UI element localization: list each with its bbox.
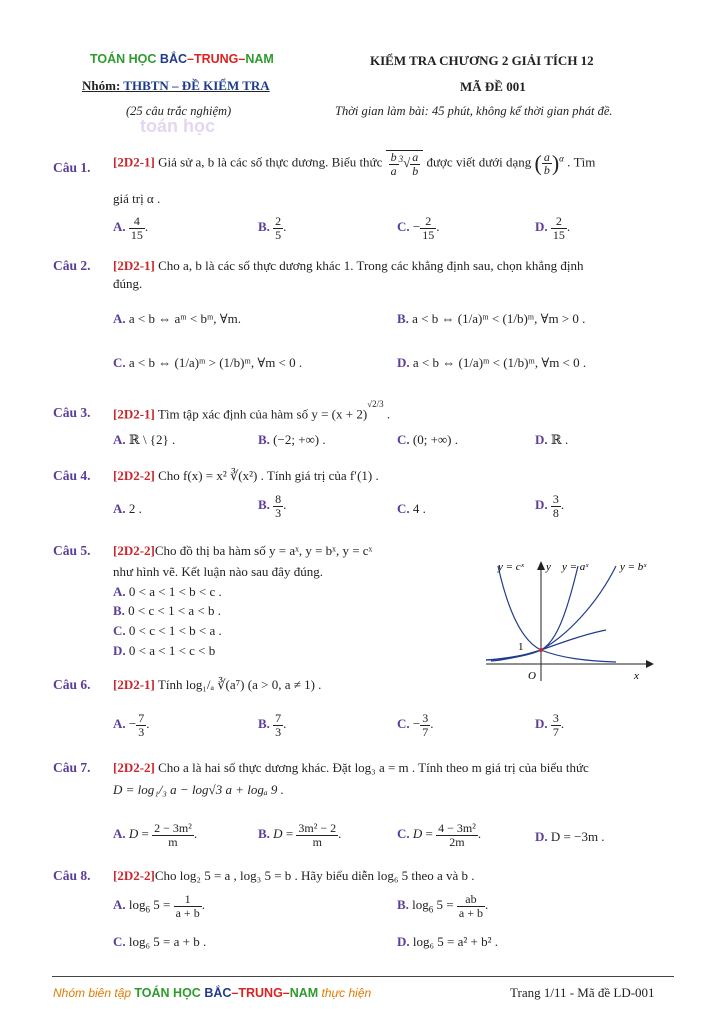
exam-time: Thời gian làm bài: 45 phút, không kể thời gian phát đề.	[335, 104, 613, 118]
q2-text-2: đúng.	[113, 276, 143, 291]
q6-option-d[interactable]: D. $\frac{3}{7}$ .	[535, 711, 565, 739]
q4-text: [2D2-2] Cho f(x) = x² ∛(x²) . Tính giá trị của f′(1) .	[113, 468, 379, 483]
q1-label: Câu 1.	[53, 160, 91, 175]
q5-text: [2D2-2]Cho đồ thị ba hàm số y = aˣ, y = bˣ, y = cˣ	[113, 543, 373, 558]
q6-option-a[interactable]: A. − $\frac{7}{3}$ .	[113, 711, 150, 739]
q8-label: Câu 8.	[53, 868, 91, 883]
curve-c-up	[498, 566, 616, 662]
q4-option-c[interactable]: C. 4 .	[397, 501, 426, 516]
q1-text-2: giá trị α .	[113, 191, 161, 206]
x-axis-arrow	[646, 660, 654, 668]
y-axis-arrow	[537, 561, 545, 570]
point-one	[539, 648, 543, 652]
q3-option-b[interactable]: B. (−2; +∞) .	[258, 432, 326, 447]
label-origin: O	[528, 670, 536, 682]
q6-text: [2D2-1] Tính log₁/ₐ ∛(a⁷) (a > 0, a ≠ 1) .	[113, 677, 322, 692]
q5-option-b[interactable]: B. 0 < c < 1 < a < b .	[113, 603, 222, 618]
q7-option-c[interactable]: C. D = $\frac{\text{4 − 3m²}}{2m}$ .	[397, 821, 482, 849]
q1-option-a[interactable]: A. $\frac{4}{15}$ .	[113, 214, 149, 242]
exam-code: MÃ ĐỀ 001	[460, 79, 526, 94]
question-count: (25 câu trắc nghiệm)	[126, 104, 232, 118]
q7-text: [2D2-2] Cho a là hai số thực dương khác. Đặt log₃ a = m . Tính theo m giá trị của biểu thức	[113, 760, 589, 775]
q3-option-d[interactable]: D. ℝ .	[535, 432, 569, 447]
q7-option-b[interactable]: B. D = $\frac{\text{3m² − 2}}{m}$ .	[258, 821, 342, 849]
q4-option-a[interactable]: A. 2 .	[113, 501, 142, 516]
q6-option-c[interactable]: C. − $\frac{3}{7}$ .	[397, 711, 434, 739]
q5-option-d[interactable]: D. 0 < a < 1 < c < b	[113, 643, 216, 658]
q5-option-c[interactable]: C. 0 < c < 1 < b < a .	[113, 623, 222, 638]
q2-option-d[interactable]: D. a < b ⇔ (1/a)ᵐ < (1/b)ᵐ, ∀m < 0 .	[397, 355, 587, 370]
q3-option-c[interactable]: C. (0; +∞) .	[397, 432, 459, 447]
label-y-b: y = bˣ	[620, 561, 647, 573]
q5-label: Câu 5.	[53, 543, 91, 558]
label-x: x	[634, 670, 639, 682]
q2-label: Câu 2.	[53, 258, 91, 273]
q7-option-a[interactable]: A. D = $\frac{\text{2 − 3m²}}{m}$ .	[113, 821, 198, 849]
q2-option-b[interactable]: B. a < b ⇔ (1/a)ᵐ < (1/b)ᵐ, ∀m > 0 .	[397, 311, 586, 326]
exam-title: KIỂM TRA CHƯƠNG 2 GIẢI TÍCH 12	[370, 53, 594, 68]
q2-text: [2D2-1] Cho a, b là các số thực dương khác 1. Trong các khẳng định sau, chọn khẳng định	[113, 258, 584, 273]
q8-option-b[interactable]: B. $\log_6 5$ = $\frac{ab}{a + b}$ .	[397, 892, 489, 920]
q5-text-2: như hình vẽ. Kết luận nào sau đây đúng.	[113, 564, 323, 579]
q8-text: [2D2-2]Cho log₂ 5 = a , log₃ 5 = b . Hãy biểu diễn log₆ 5 theo a và b .	[113, 868, 475, 883]
q4-label: Câu 4.	[53, 468, 91, 483]
q8-option-a[interactable]: A. $\log_6 5$ = $\frac{1}{a + b}$ .	[113, 892, 205, 920]
q1-text: [2D2-1] Giả sử a, b là các số thực dương. Biểu thức $\frac{b}{a}$ $^3$√ $\frac{a}{b}$ được viết dưới dạng ( $\frac{a}{b}$ )$^\alpha$ . Tìm	[113, 149, 596, 178]
q7-label: Câu 7.	[53, 760, 91, 775]
brand-title: TOÁN HỌC BẮC–TRUNG–NAM	[90, 52, 274, 66]
q1-option-c[interactable]: C. − $\frac{2}{15}$ .	[397, 214, 440, 242]
q1-option-b[interactable]: B. $\frac{2}{5}$ .	[258, 214, 287, 242]
label-y: y	[546, 561, 551, 573]
q5-option-a[interactable]: A. 0 < a < 1 < b < c .	[113, 584, 222, 599]
q3-text: [2D2-1] Tìm tập xác định của hàm số $y = (x + 2)^{√2/3}$ .	[113, 399, 391, 422]
q8-option-d[interactable]: D. log₆ 5 = a² + b² .	[397, 934, 499, 949]
q6-option-b[interactable]: B. $\frac{7}{3}$ .	[258, 711, 287, 739]
label-y-c: y = cˣ	[498, 561, 524, 573]
q4-option-d[interactable]: D. $\frac{3}{8}$ .	[535, 492, 565, 520]
q1-option-d[interactable]: D. $\frac{2}{15}$ .	[535, 214, 571, 242]
label-one: 1	[518, 641, 524, 653]
curve-a	[486, 566, 578, 660]
q7-text-2: D = log₁/₃ a − log√3 a + logₐ 9 .	[113, 782, 284, 797]
footer-credit: Nhóm biên tập TOÁN HỌC BẮC–TRUNG–NAM thực hiện	[53, 986, 372, 1000]
q3-label: Câu 3.	[53, 405, 91, 420]
q3-option-a[interactable]: A. ℝ \ {2} .	[113, 432, 176, 447]
group-name: Nhóm: THBTN – ĐỀ KIỂM TRA	[82, 78, 270, 93]
watermark-logo: toán học	[140, 116, 215, 136]
q2-option-a[interactable]: A. a < b ⇔ aᵐ < bᵐ, ∀m.	[113, 311, 242, 326]
q5-graph	[486, 556, 666, 686]
q2-option-c[interactable]: C. a < b ⇔ (1/a)ᵐ > (1/b)ᵐ, ∀m < 0 .	[113, 355, 303, 370]
q7-option-d[interactable]: D. D = −3m .	[535, 829, 605, 844]
footer-divider	[52, 976, 674, 977]
q1-radical: $\frac{b}{a}$ $^3$√ $\frac{a}{b}$	[386, 150, 424, 177]
q4-option-b[interactable]: B. $\frac{8}{3}$ .	[258, 492, 287, 520]
q6-label: Câu 6.	[53, 677, 91, 692]
page-number: Trang 1/11 - Mã đề LD-001	[510, 985, 655, 1000]
label-y-a: y = aˣ	[562, 561, 589, 573]
q8-option-c[interactable]: C. log₆ 5 = a + b .	[113, 934, 207, 949]
